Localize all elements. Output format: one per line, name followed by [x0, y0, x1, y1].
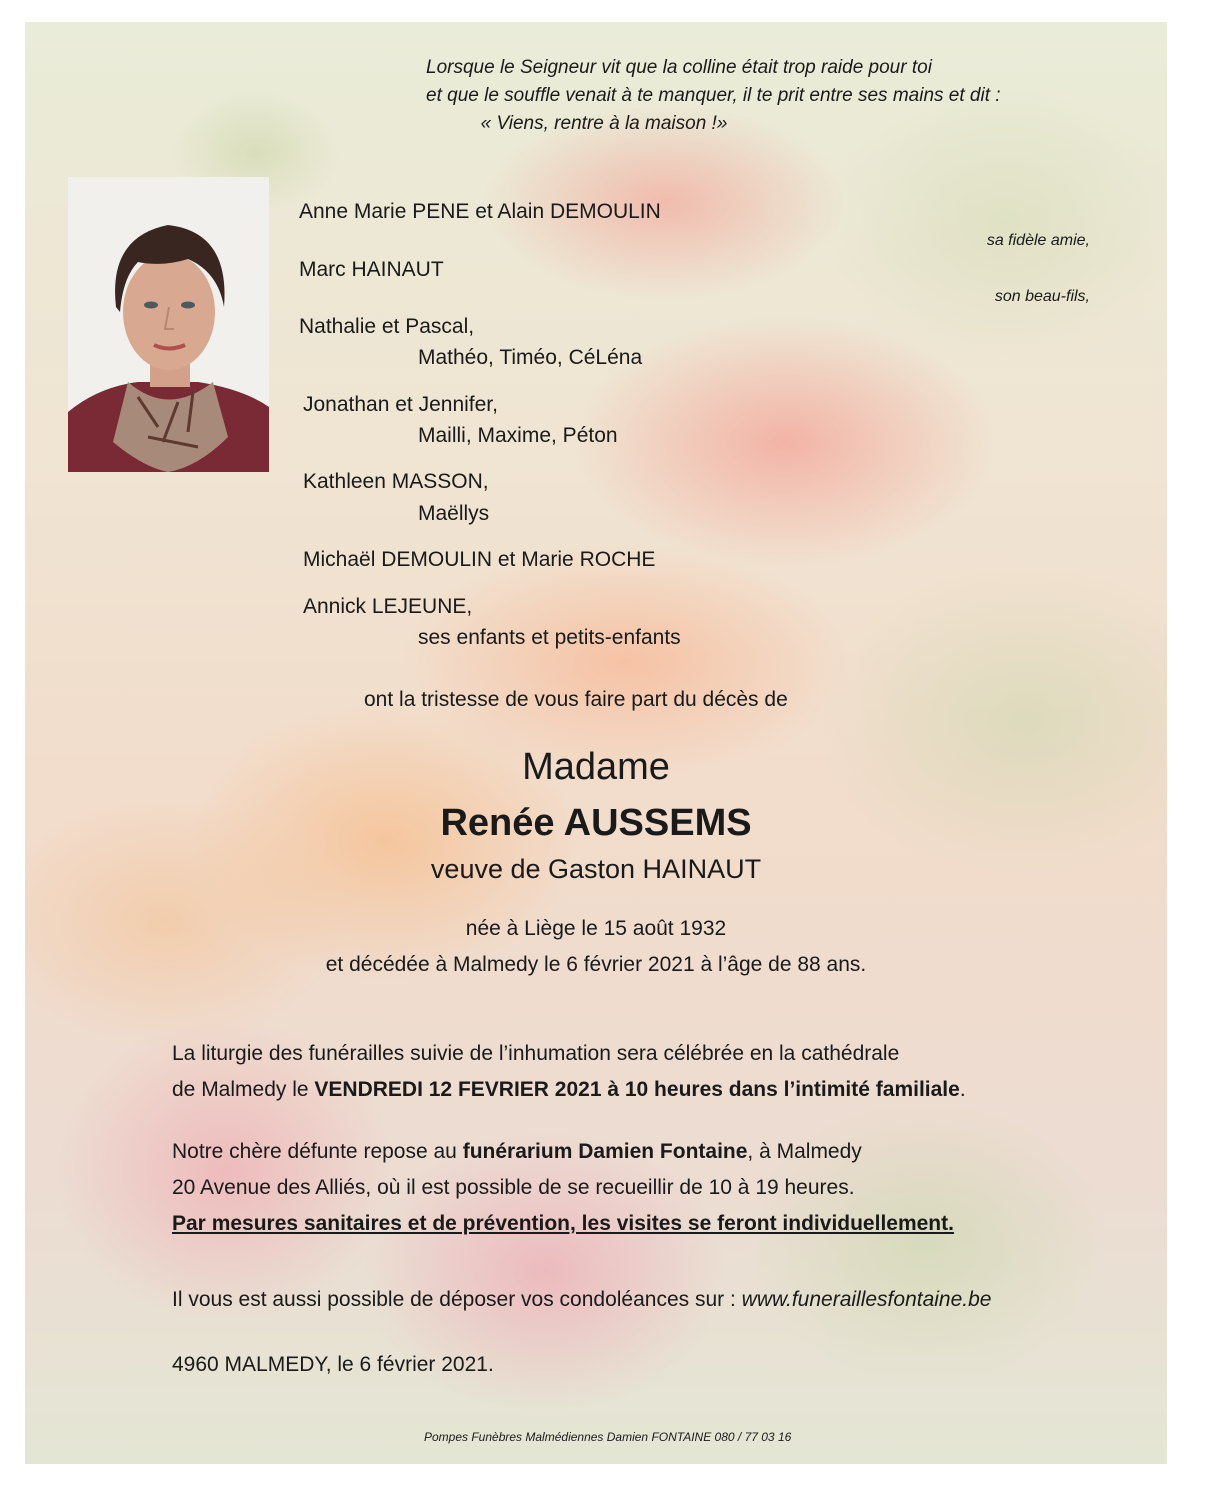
- family-line-5-children: Maëllys: [418, 502, 490, 525]
- family-line-7-children: ses enfants et petits-enfants: [418, 626, 681, 649]
- family-line-4-children: Mailli, Maxime, Péton: [418, 424, 618, 447]
- announcement: ont la tristesse de vous faire part du décès de: [364, 688, 788, 711]
- family-line-7: Annick LEJEUNE,: [303, 595, 473, 618]
- portrait-photo: [68, 177, 269, 472]
- poem-line-1: Lorsque le Seigneur vit que la colline était trop raide pour toi: [426, 57, 932, 78]
- family-line-4: Jonathan et Jennifer,: [303, 393, 498, 416]
- condolences-paragraph: [172, 1282, 991, 1318]
- sanitary-notice: [172, 1206, 954, 1242]
- funerarium-line-2: 20 Avenue des Alliés, où il est possible de se recueillir de 10 à 19 heures.: [172, 1176, 855, 1199]
- poem-line-2: et que le souffle venait à te manquer, il te prit entre ses mains et dit :: [426, 85, 1001, 106]
- family-note-2: son beau-fils,: [994, 288, 1090, 305]
- family-line-6: Michaël DEMOULIN et Marie ROCHE: [303, 548, 656, 571]
- liturgy-line-2: [172, 1072, 966, 1108]
- funerarium-name-bold: funérarium Damien Fontaine: [462, 1140, 748, 1163]
- portrait-image: [68, 177, 269, 472]
- family-line-5: Kathleen MASSON,: [303, 470, 489, 493]
- liturgy-paragraph: [172, 1036, 966, 1108]
- funeral-home-footer: Pompes Funèbres Malmédiennes Damien FONTAINE 080 / 77 03 16: [424, 1430, 792, 1444]
- obituary-card: [25, 22, 1167, 1464]
- family-line-3-children: Mathéo, Timéo, CéLéna: [418, 346, 643, 369]
- funerarium-paragraph: [172, 1134, 954, 1242]
- liturgy-end: .: [959, 1078, 966, 1101]
- liturgy-date-bold: VENDREDI 12 FEVRIER 2021 à 10 heures dans l’intimité familiale: [314, 1078, 960, 1101]
- liturgy-text: de Malmedy le: [172, 1078, 315, 1101]
- deceased-title: Madame: [522, 746, 670, 788]
- family-note-1: sa fidèle amie,: [986, 232, 1090, 249]
- condolences-link[interactable]: www.funeraillesfontaine.be: [741, 1288, 992, 1311]
- deceased-name: Renée AUSSEMS: [440, 802, 752, 844]
- death-line: et décédée à Malmedy le 6 février 2021 à l’âge de 88 ans.: [325, 953, 867, 976]
- family-line-1: Anne Marie PENE et Alain DEMOULIN: [299, 200, 661, 223]
- birth-line: née à Liège le 15 août 1932: [465, 917, 727, 940]
- poem-line-3: « Viens, rentre à la maison !»: [480, 113, 728, 134]
- place-date: 4960 MALMEDY, le 6 février 2021.: [172, 1353, 494, 1376]
- condolences-text: Il vous est aussi possible de déposer vos condoléances sur :: [172, 1288, 742, 1311]
- funerarium-city: , à Malmedy: [747, 1140, 862, 1163]
- deceased-widow: veuve de Gaston HAINAUT: [430, 854, 762, 884]
- family-line-3: Nathalie et Pascal,: [299, 315, 475, 338]
- family-line-2: Marc HAINAUT: [299, 258, 444, 281]
- funerarium-line-1: [172, 1134, 954, 1170]
- funerarium-text: Notre chère défunte repose au: [172, 1140, 463, 1163]
- sanitary-notice-text: Par mesures sanitaires et de prévention, les visites se feront individuellement.: [172, 1212, 954, 1235]
- liturgy-line-1: La liturgie des funérailles suivie de l’inhumation sera célébrée en la cathédrale: [172, 1042, 900, 1065]
